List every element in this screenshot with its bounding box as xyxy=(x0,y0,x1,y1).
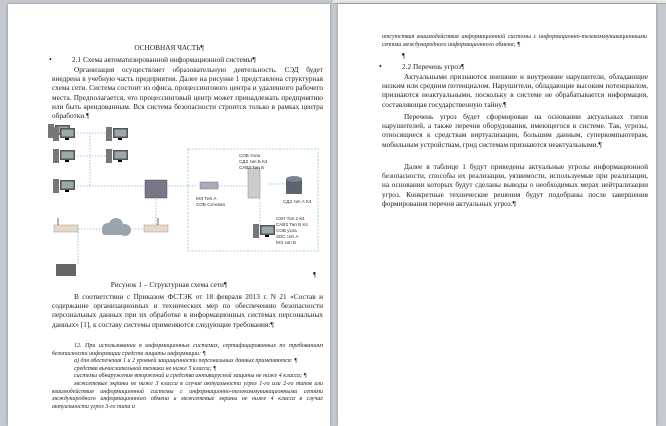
paragraph: Перечень угроз будет сформирован на основании актуальных типов нарушителей, а также перечня оборудования, имеющегося в системе. Так, угрозы, относящиеся к средствам виртуализации, большим данным, суперкомпьютерам, мобильным устройствам, грид системам признаются неактуальными.¶ xyxy=(382,112,648,149)
quote-line: межсетевые экраны не ниже 3 класса в случае актуальности угроз 1-го или 2-го типов или взаимодействия информационной системы с информационно-телекоммуникационными сетями международного информационного обмена и межсетевые экраны не ниже 4 класса в случае актуальности угроз 3-го типа и xyxy=(52,380,323,410)
pilcrow: ¶ xyxy=(402,51,406,60)
quote-line: системы обнаружения вторжений и средства антивирусной защиты не ниже 4 класса; ¶ xyxy=(74,373,307,380)
server-icon xyxy=(248,168,260,198)
figure-caption: Рисунок 1 – Структурная схема сети¶ xyxy=(110,280,228,289)
svg-text:СОВ Узла: СОВ Узла xyxy=(239,153,261,158)
cloud-icon xyxy=(102,218,131,236)
firewall-icon xyxy=(200,182,218,189)
pilcrow: ¶ xyxy=(313,270,317,279)
laptop-icon xyxy=(56,264,76,276)
bullet: • xyxy=(379,62,382,71)
quote-block xyxy=(52,343,323,411)
paragraph: Далее в таблице 1 будут приведены актуальные угрозы информационной безопасности, способы их реализации, уязвимости, используемые при реализации, на основании которых будут сделаны выводы о необходимых мерах нейтрализации угроз. Конкретные технические решения будут подобраны после завершения формирования перечня актуальных угроз.¶ xyxy=(382,162,648,208)
svg-text:САВЗ Тип Б: САВЗ Тип Б xyxy=(239,165,265,170)
section-heading: 2.1 Схема автоматизированной информационной системы¶ xyxy=(72,55,256,64)
db-label: СДЗ тип А К4 xyxy=(283,199,312,204)
quote-line: а) для обеспечения 1 и 2 уровней защищенности персональных данных применяются: ¶ xyxy=(74,358,298,365)
computer-icon xyxy=(253,224,275,238)
section-heading: 2.2 Перечень угроз¶ xyxy=(402,62,465,71)
network-diagram xyxy=(48,124,328,276)
quote-line: 12. При использовании в информационных системах, сертифицированных по требованиям безопасности информации средств защиты информации: ¶ xyxy=(52,343,323,357)
svg-text:САВЗ Тип В К4: САВЗ Тип В К4 xyxy=(276,222,308,227)
svg-text:МЭ Тип А: МЭ Тип А xyxy=(196,196,217,201)
page-1 xyxy=(8,4,330,426)
computer-icon xyxy=(53,149,75,163)
paragraph: Организация осуществляет образовательную деятельность. СЭД будет внедрена в учебную часть предприятия. Далее на рисунке 1 представлена структурная схема сети. Система состоит из офиса, процессингового центра и удаленного рабочего места. Предполагается, что процессинговый центр может принадлежать предприятию или быть арендованным. Вся система безопасности строится только в рамках центра обработки.¶ xyxy=(52,65,323,121)
quote-line: средства вычислительной техники не ниже 5 класса; ¶ xyxy=(74,365,217,372)
computer-icon xyxy=(106,127,128,141)
paragraph: Актуальными признаются внешние и внутренние нарушители, обладающие низким или средним потенциалом. Нарушители, обладающие высоким потенциалом, признаются неактуальными, поскольку в системе не обрабатывается информация, составляющая государственную тайну.¶ xyxy=(382,72,648,109)
bullet: • xyxy=(49,55,52,64)
computer-icon xyxy=(53,127,75,141)
switch-icon xyxy=(145,180,167,198)
workstation-labels xyxy=(276,216,308,245)
paragraph: В соответствии с Приказом ФСТЭК от 18 февраля 2013 г. N 21 «Состав и содержание организационных и технических мер по обеспечению безопасности персональных данных при их обработке в информационных системах персональных данных» [1], к составу системы применяются следующие требования:¶ xyxy=(52,292,323,329)
firewall-labels xyxy=(196,196,225,207)
svg-text:МЭ тип В: МЭ тип В xyxy=(276,240,296,245)
database-icon xyxy=(286,176,302,194)
svg-text:СОВ узла: СОВ узла xyxy=(276,228,297,233)
section-title: ОСНОВНАЯ ЧАСТЬ¶ xyxy=(134,43,204,52)
computer-icon xyxy=(53,179,75,193)
router-icon xyxy=(54,218,78,232)
server-labels xyxy=(239,153,268,170)
computer-icon xyxy=(106,149,128,163)
page-2 xyxy=(338,4,656,426)
svg-text:СКН Тип 2 К4: СКН Тип 2 К4 xyxy=(276,216,305,221)
connection-lines xyxy=(68,133,298,264)
quote-continuation: отсутствия взаимодействия информационной системы с информационно-телекоммуникационными сетями международного информационного обмена; ¶ xyxy=(382,34,647,48)
svg-text:СОВ Сетевая: СОВ Сетевая xyxy=(196,202,225,207)
svg-text:СДЗ тип Б К4: СДЗ тип Б К4 xyxy=(239,159,268,164)
svg-text:ЗОС тип А: ЗОС тип А xyxy=(276,234,299,239)
